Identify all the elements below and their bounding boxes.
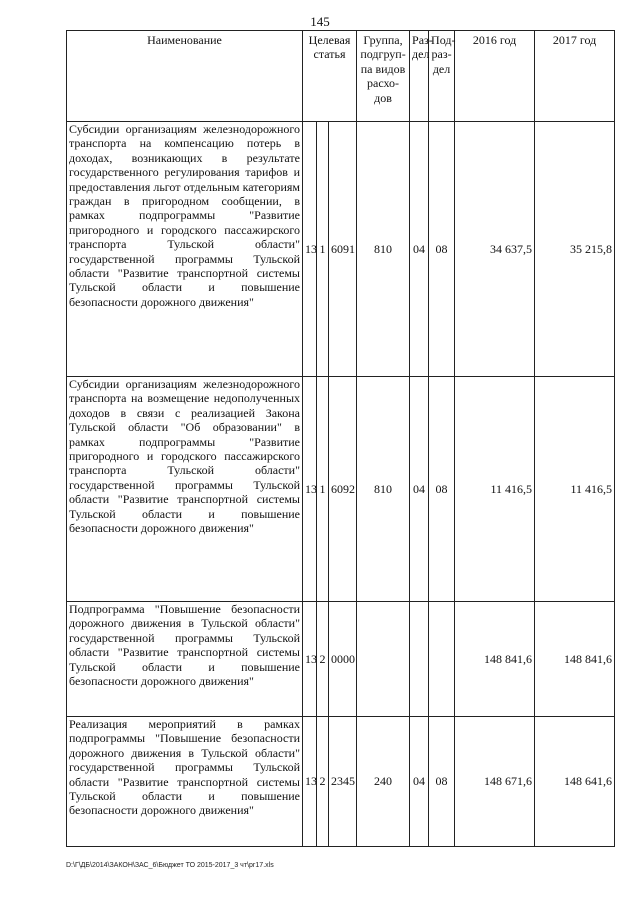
row-section: 04 [410, 122, 429, 377]
header-subsection: Под-раз-дел [429, 31, 455, 122]
row-section [410, 602, 429, 717]
page-number: 145 [310, 14, 330, 29]
header-section: Раз-дел [410, 31, 429, 122]
row-target-code: 6092 [329, 377, 357, 602]
header-year-2017: 2017 год [535, 31, 615, 122]
row-group [357, 602, 410, 717]
table-header-row [67, 31, 615, 122]
row-group: 810 [357, 377, 410, 602]
row-amount-2016: 148 841,6 [455, 602, 535, 717]
row-section: 04 [410, 377, 429, 602]
row-amount-2016: 11 416,5 [455, 377, 535, 602]
row-target-program: 13 [303, 122, 317, 377]
row-target-subprogram: 2 [317, 602, 329, 717]
row-section: 04 [410, 717, 429, 847]
row-subsection: 08 [429, 717, 455, 847]
row-target-subprogram: 1 [317, 122, 329, 377]
row-amount-2017: 148 841,6 [535, 602, 615, 717]
header-year-2016: 2016 год [455, 31, 535, 122]
row-amount-2016: 34 637,5 [455, 122, 535, 377]
row-target-program: 13 [303, 377, 317, 602]
row-target-subprogram: 1 [317, 377, 329, 602]
row-subsection [429, 602, 455, 717]
row-amount-2017: 11 416,5 [535, 377, 615, 602]
row-target-code: 0000 [329, 602, 357, 717]
row-amount-2017: 148 641,6 [535, 717, 615, 847]
row-amount-2016: 148 671,6 [455, 717, 535, 847]
row-amount-2017: 35 215,8 [535, 122, 615, 377]
row-target-program: 13 [303, 717, 317, 847]
table-row [67, 122, 615, 377]
row-target-code: 2345 [329, 717, 357, 847]
row-subsection: 08 [429, 377, 455, 602]
row-name: Подпрограмма "Повышение безопасности дорожного движения в Тульской области" государственной программы Тульской области "Развитие транспортной системы Тульской области и повышение безопасности дорожного движения" [67, 602, 303, 717]
row-name: Субсидии организациям железнодорожного транспорта на возмещение недополученных доходов в связи с реализацией Закона Тульской области "Об образовании" в рамках подпрограммы "Развитие пригородного и городского пассажирского транспорта Тульской области" государственной программы Тульской области "Развитие транспортной системы Тульской области и повышение безопасности дорожного движения" [67, 377, 303, 602]
table-row [67, 377, 615, 602]
budget-table [66, 30, 615, 847]
row-target-subprogram: 2 [317, 717, 329, 847]
header-name: Наименование [67, 31, 303, 122]
row-name: Реализация мероприятий в рамках подпрограммы "Повышение безопасности дорожного движения в Тульской области" государственной программы Тульской области "Развитие транспортной системы Тульской области и повышение безопасности дорожного движения" [67, 717, 303, 847]
header-group: Группа, подгруп-па видов расхо-дов [357, 31, 410, 122]
table-row [67, 717, 615, 847]
row-target-program: 13 [303, 602, 317, 717]
file-path-footer: D:\Г\ДБ\2014\ЗАКОН\ЗАС_6\Бюджет ТО 2015-2017_3 чт\рг17.xls [66, 862, 274, 869]
row-target-code: 6091 [329, 122, 357, 377]
row-name: Субсидии организациям железнодорожного транспорта на компенсацию потерь в доходах, возникающих в результате государственного регулирования тарифов и предоставления льгот отдельным категориям граждан в пригородном сообщении, в рамках подпрограммы "Развитие пригородного и городского пассажирского транспорта Тульской области" государственной программы Тульской области "Развитие транспортной системы Тульской области и повышение безопасности дорожного движения" [67, 122, 303, 377]
row-subsection: 08 [429, 122, 455, 377]
table-row [67, 602, 615, 717]
header-target-article: Целевая статья [303, 31, 357, 122]
row-group: 810 [357, 122, 410, 377]
row-group: 240 [357, 717, 410, 847]
